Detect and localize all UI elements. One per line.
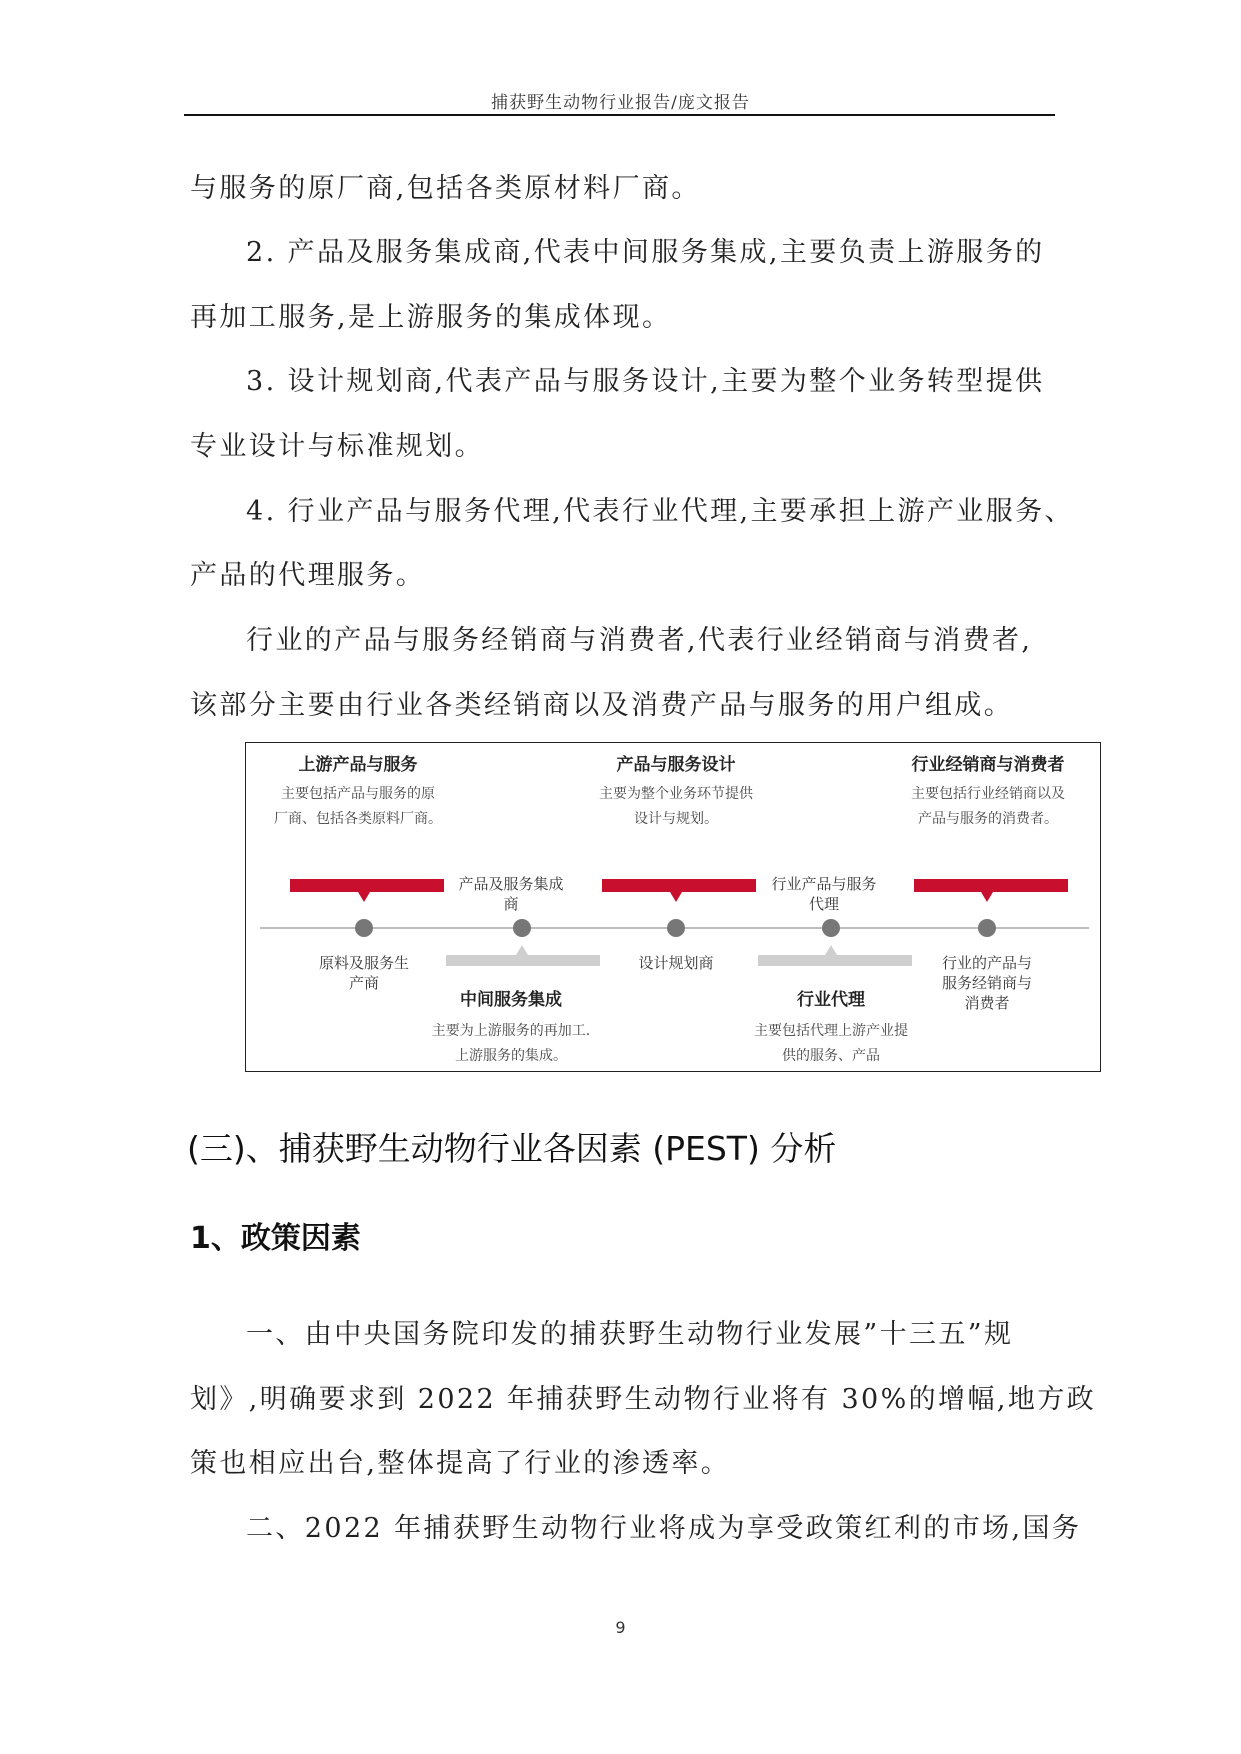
grey-bar (758, 955, 912, 966)
top-block-line: 设计与规划。 (634, 811, 718, 827)
upper-label-line: 行业产品与服务 (771, 875, 877, 893)
node-label-line: 服务经销商与 (941, 974, 1033, 992)
top-block-line: 主要包括行业经销商以及 (911, 786, 1065, 802)
section-heading: (三)、捕获野生动物行业各因素 (PEST) 分析 (187, 1129, 837, 1168)
node-label-line: 原料及服务生 (318, 954, 410, 972)
top-block-line: 厂商、包括各类原料厂商。 (274, 811, 442, 827)
red-bar (290, 879, 444, 892)
paragraph-line: 行业的产品与服务经销商与消费者,代表行业经销商与消费者, (246, 625, 1033, 656)
subsection-heading: 1、政策因素 (190, 1221, 361, 1256)
bottom-block-line: 主要包括代理上游产业提 (754, 1023, 908, 1039)
grey-pointer (825, 945, 837, 955)
top-block-line: 产品与服务的消费者。 (918, 811, 1058, 827)
paragraph-line: 3. 设计规划商,代表产品与服务设计,主要为整个业务转型提供 (246, 366, 1045, 397)
upper-label-line: 产品及服务集成 (458, 875, 564, 893)
policy-line: 一、由中央国务院印发的捕获野生动物行业发展”十三五”规 (246, 1319, 1014, 1350)
page-number: 9 (615, 1618, 626, 1637)
node-label-line: 设计规划商 (638, 954, 714, 972)
paragraph-line: 专业设计与标准规划。 (190, 431, 484, 462)
timeline-node (667, 919, 685, 937)
header-rule (184, 114, 1055, 116)
policy-line: 划》,明确要求到 2022 年捕获野生动物行业将有 30%的增幅,地方政 (190, 1384, 1097, 1415)
bottom-block-line: 上游服务的集成。 (455, 1048, 567, 1064)
timeline-node (513, 919, 531, 937)
upper-label-line: 代理 (808, 895, 840, 913)
paragraph-line: 2. 产品及服务集成商,代表中间服务集成,主要负责上游服务的 (246, 237, 1045, 268)
top-block-line: 主要为整个业务环节提供 (599, 786, 753, 802)
timeline-node (355, 919, 373, 937)
bottom-block-line: 供的服务、产品 (782, 1048, 880, 1064)
timeline-node (978, 919, 996, 937)
running-header: 捕获野生动物行业报告/庞文报告 (491, 93, 750, 113)
grey-pointer (516, 945, 528, 955)
bottom-block-line: 主要为上游服务的再加工. (431, 1023, 591, 1039)
paragraph-line: 4. 行业产品与服务代理,代表行业代理,主要承担上游产业服务、 (246, 496, 1074, 527)
policy-line: 二、2022 年捕获野生动物行业将成为享受政策红利的市场,国务 (246, 1513, 1082, 1544)
paragraph-line: 产品的代理服务。 (190, 560, 426, 591)
red-bar (914, 879, 1068, 892)
top-block-line: 主要包括产品与服务的原 (281, 786, 435, 802)
paragraph-line: 与服务的原厂商,包括各类原材料厂商。 (190, 173, 701, 204)
value-chain-diagram (245, 742, 1101, 1072)
red-pointer (670, 892, 682, 902)
top-block-title-dealers: 行业经销商与消费者 (911, 755, 1065, 775)
red-pointer (358, 892, 370, 902)
bottom-block-title-integration: 中间服务集成 (460, 990, 562, 1010)
paragraph-line: 该部分主要由行业各类经销商以及消费产品与服务的用户组成。 (190, 690, 1014, 721)
timeline-node (822, 919, 840, 937)
top-block-title-design: 产品与服务设计 (616, 755, 736, 775)
red-bar (602, 879, 756, 892)
red-pointer (981, 892, 993, 902)
policy-line: 策也相应出台,整体提高了行业的渗透率。 (190, 1448, 731, 1479)
bottom-block-title-agency: 行业代理 (797, 990, 865, 1010)
grey-bar (446, 955, 600, 966)
node-label-line: 行业的产品与 (941, 954, 1033, 972)
node-label-line: 消费者 (964, 994, 1010, 1012)
node-label-line: 产商 (348, 974, 380, 992)
top-block-title-upstream: 上游产品与服务 (298, 755, 418, 775)
paragraph-line: 再加工服务,是上游服务的集成体现。 (190, 302, 672, 333)
upper-label-line: 商 (503, 895, 519, 913)
